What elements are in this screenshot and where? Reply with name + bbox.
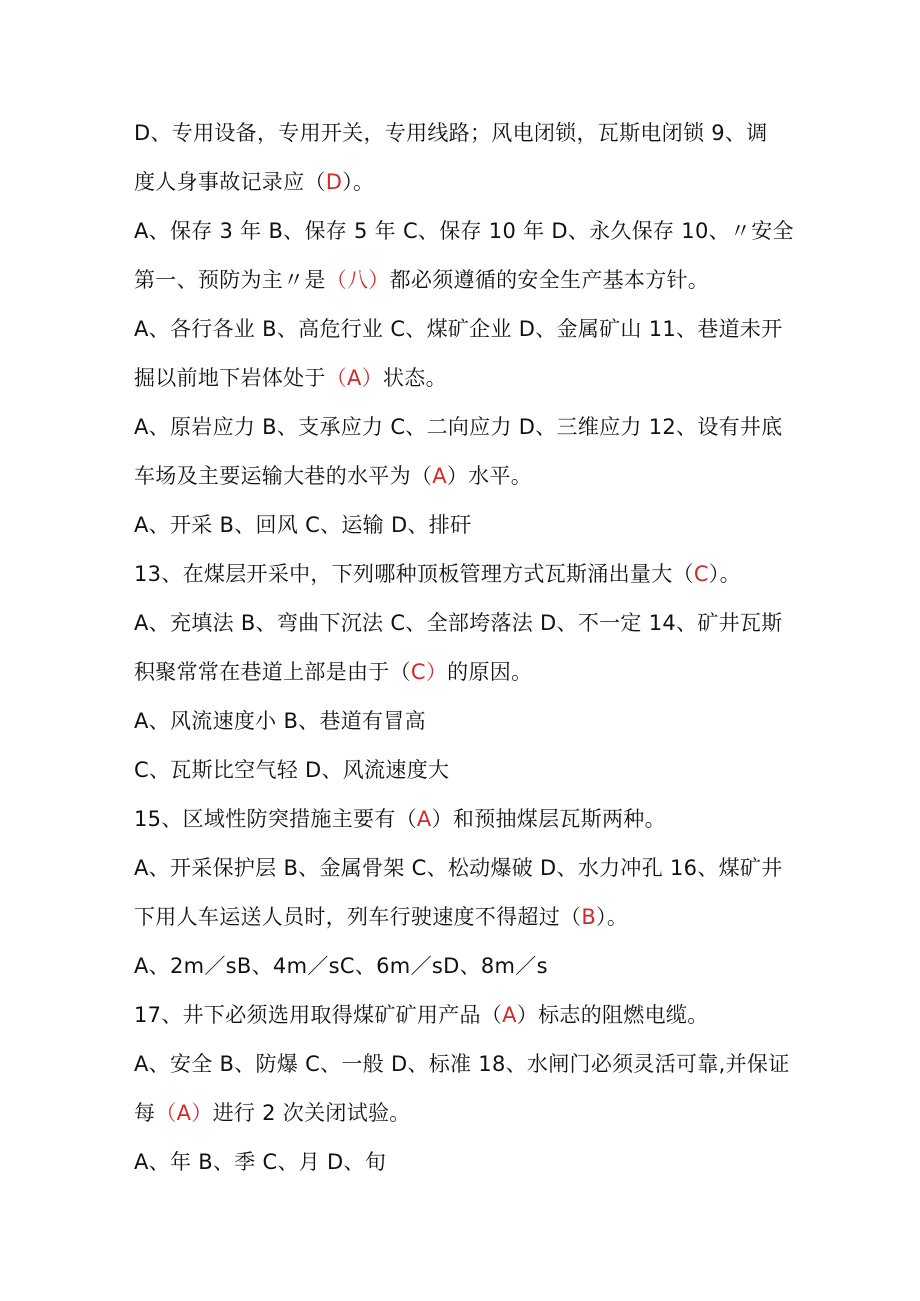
text-line [134, 1040, 790, 1089]
line-text: A、年 B、季 C、月 D、旬 [134, 1150, 387, 1174]
line-text: 15、区域性防突措施主要有（ [134, 807, 417, 831]
line-text: 17、井下必须选用取得煤矿矿用产品（ [134, 1003, 503, 1027]
line-text: ）和预抽煤层瓦斯两种。 [431, 807, 666, 831]
text-line [134, 158, 784, 207]
text-line [134, 1089, 784, 1138]
text-line [134, 109, 784, 158]
text-line [134, 305, 784, 354]
line-text: ）水平。 [446, 464, 533, 488]
text-line [134, 354, 784, 403]
line-text: 第一、预防为主〃是 [134, 268, 326, 292]
line-text: A、开采 B、回风 C、运输 D、排矸 [134, 513, 472, 537]
line-text: A、安全 B、防爆 C、一般 D、标准 18、水闸门必须灵活可靠,并保证 [134, 1052, 790, 1076]
line-text: A、开采保护层 B、金属骨架 C、松动爆破 D、水力冲孔 16、煤矿井 [134, 856, 783, 880]
line-text: 掘以前地下岩体处于 [134, 366, 326, 390]
text-line [134, 207, 794, 256]
text-line [134, 550, 784, 599]
line-text: 进行 2 次关闭试验。 [212, 1101, 411, 1125]
answer-text: C） [410, 660, 448, 684]
answer-text: D [325, 170, 343, 194]
line-text: 的原因。 [447, 660, 533, 684]
line-text: D、专用设备，专用开关，专用线路；风电闭锁，瓦斯电闭锁 9、调 [134, 121, 768, 145]
answer-text: C [693, 562, 709, 586]
line-text: A、充填法 B、弯曲下沉法 C、全部垮落法 D、不一定 14、矿井瓦斯 [134, 611, 783, 635]
answer-text: B [581, 905, 597, 929]
line-text: 积聚常常在巷道上部是由于（ [134, 660, 411, 684]
text-line [134, 746, 784, 795]
line-text: ）。 [342, 170, 375, 194]
answer-text: （A） [325, 366, 383, 390]
answer-text: （八） [325, 268, 390, 292]
line-text: 每 [134, 1101, 156, 1125]
line-text: A、2m／sB、4m／sC、6m／sD、8m／s [134, 954, 548, 978]
line-text: 13、在煤层开采中，下列哪种顶板管理方式瓦斯涌出量大（ [134, 562, 694, 586]
line-text: ）。 [708, 562, 741, 586]
answer-text: A [432, 464, 447, 488]
text-line [134, 844, 784, 893]
answer-text: A [416, 807, 432, 831]
line-text: 都必须遵循的安全生产基本方针。 [389, 268, 710, 292]
text-line [134, 697, 784, 746]
line-text: ）。 [596, 905, 629, 929]
line-text: C、瓦斯比空气轻 D、风流速度大 [134, 758, 450, 782]
answer-text: （A） [155, 1101, 213, 1125]
line-text: A、原岩应力 B、支承应力 C、二向应力 D、三维应力 12、设有井底 [134, 415, 783, 439]
text-line [134, 942, 784, 991]
line-text: ）标志的阻燃电缆。 [516, 1003, 709, 1027]
line-text: A、风流速度小 B、巷道有冒高 [134, 709, 426, 733]
text-line [134, 991, 784, 1040]
text-line [134, 648, 784, 697]
text-line [134, 795, 784, 844]
line-text: A、保存 3 年 B、保存 5 年 C、保存 10 年 D、永久保存 10、〃安全 [134, 219, 794, 243]
line-text: 车场及主要运输大巷的水平为（ [134, 464, 433, 488]
document-body [134, 109, 794, 1187]
text-line [134, 256, 784, 305]
line-text: 状态。 [382, 366, 447, 390]
text-line [134, 1138, 784, 1187]
line-text: 度人身事故记录应（ [134, 170, 326, 194]
text-line [134, 403, 784, 452]
text-line [134, 501, 784, 550]
answer-text: A [502, 1003, 517, 1027]
line-text: 下用人车运送人员时，列车行驶速度不得超过（ [134, 905, 582, 929]
text-line [134, 893, 784, 942]
text-line [134, 452, 784, 501]
text-line [134, 599, 784, 648]
line-text: A、各行各业 B、高危行业 C、煤矿企业 D、金属矿山 11、巷道未开 [134, 317, 783, 341]
